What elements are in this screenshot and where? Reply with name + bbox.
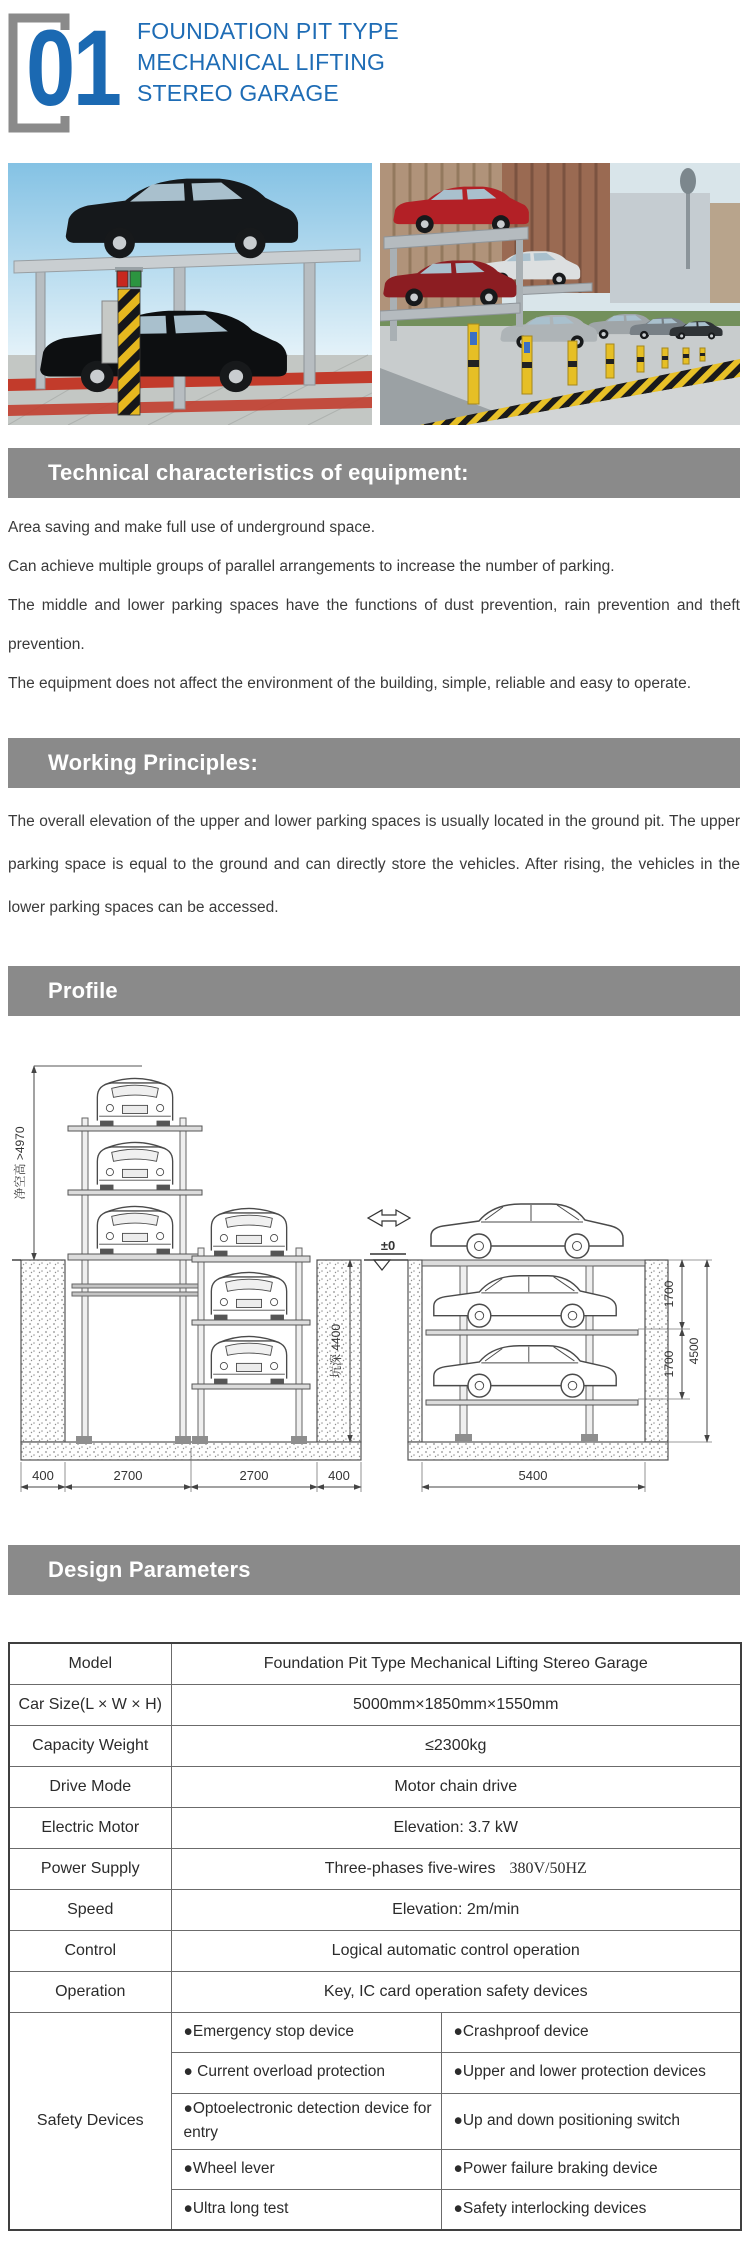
- row-label: Model: [9, 1643, 171, 1684]
- dim-pit-depth-left-label: 坑深 4400: [329, 1323, 343, 1379]
- table-row-car-size: [9, 1684, 741, 1725]
- table-row-safety-1: [9, 2012, 741, 2052]
- row-value: Foundation Pit Type Mechanical Lifting Stereo Garage: [171, 1643, 741, 1684]
- section-header-technical-label: Technical characteristics of equipment:: [48, 460, 469, 485]
- row-label: Power Supply: [9, 1848, 171, 1889]
- row-value: 5000mm×1850mm×1550mm: [171, 1684, 741, 1725]
- row-value: Key, IC card operation safety devices: [171, 1971, 741, 2012]
- safety-item: ●Upper and lower protection devices: [441, 2052, 741, 2093]
- car-front-pit-2: [211, 1336, 286, 1384]
- tech-paragraph-4: The equipment does not affect the environment of the building, simple, reliable and easy to operate.: [8, 675, 692, 692]
- table-row-control: [9, 1930, 741, 1971]
- row-label: Capacity Weight: [9, 1725, 171, 1766]
- dim-400-left: 400: [32, 1468, 54, 1483]
- row-label: Drive Mode: [9, 1766, 171, 1807]
- section-number: 01: [26, 7, 120, 128]
- tech-paragraph-2: Can achieve multiple groups of parallel arrangements to increase the number of parking.: [8, 558, 615, 575]
- section-header-technical: [8, 448, 740, 498]
- car-front-ground: [211, 1208, 286, 1256]
- section-header-design-parameters: [8, 1545, 740, 1595]
- row-label: Car Size(L × W × H): [9, 1684, 171, 1725]
- dim-2700-left: 2700: [113, 1468, 143, 1483]
- left-bay: [68, 1078, 202, 1444]
- row-value: Elevation: 3.7 kW: [171, 1807, 741, 1848]
- shift-arrow-icon: [368, 1210, 410, 1226]
- dim-5400: 5400: [518, 1468, 548, 1483]
- bollard: [522, 336, 532, 394]
- section-header-profile-label: Profile: [48, 978, 118, 1003]
- row-value: [171, 1848, 741, 1889]
- table-row-model: [9, 1643, 741, 1684]
- ground-level-marker: [368, 1210, 410, 1270]
- profile-drawing-side-view: [360, 1058, 748, 1503]
- safety-item: ●Crashproof device: [441, 2012, 741, 2052]
- tower-bulb: [680, 168, 696, 194]
- car-side-ground: [431, 1204, 623, 1258]
- section-header-working-label: Working Principles:: [48, 750, 258, 775]
- tech-paragraph-1: Area saving and make full use of underground space.: [8, 519, 376, 536]
- bollard: [468, 324, 479, 404]
- table-row-drive-mode: [9, 1766, 741, 1807]
- dim-layer-upper: 1700: [662, 1280, 676, 1308]
- section-header-profile: [8, 966, 740, 1016]
- car-front-middle: [97, 1142, 172, 1190]
- row-label: Speed: [9, 1889, 171, 1930]
- right-building: [710, 203, 740, 303]
- bollard: [700, 348, 705, 361]
- safety-devices-label: Safety Devices: [9, 2012, 171, 2230]
- signal-light-red: [117, 271, 128, 287]
- photo-parking-lift-row-street: [380, 163, 740, 425]
- signal-light-green: [130, 271, 141, 287]
- bollard: [606, 344, 614, 378]
- section-header-working-principles: [8, 738, 740, 788]
- row-value: ≤2300kg: [171, 1725, 741, 1766]
- row-value: Logical automatic control operation: [171, 1930, 741, 1971]
- table-row-electric-motor: [9, 1807, 741, 1848]
- car-front-pit-1: [211, 1272, 286, 1320]
- power-supply-rating: 380V/50HZ: [509, 1859, 587, 1877]
- page-title-line-1: FOUNDATION PIT TYPE: [137, 18, 399, 44]
- page-title-line-2: MECHANICAL LIFTING: [137, 49, 386, 75]
- power-supply-text: Three-phases five-wires: [324, 1859, 496, 1877]
- safety-item: ●Safety interlocking devices: [441, 2189, 741, 2230]
- safety-item: ● Current overload protection: [171, 2052, 441, 2093]
- page-title-line-3: STEREO GARAGE: [137, 80, 339, 106]
- safety-item: ●Power failure braking device: [441, 2149, 741, 2189]
- dim-400-right: 400: [328, 1468, 350, 1483]
- row-value: Elevation: 2m/min: [171, 1889, 741, 1930]
- safety-item: ●Ultra long test: [171, 2189, 441, 2230]
- page-title: [137, 16, 399, 109]
- row-label: Control: [9, 1930, 171, 1971]
- hazard-striped-post: [118, 289, 140, 415]
- profile-drawing-front-view: [12, 1058, 362, 1503]
- design-parameters-table: [8, 1642, 742, 2231]
- technical-characteristics-text: [8, 508, 740, 703]
- table-row-speed: [9, 1889, 741, 1930]
- photo-two-level-parking-lift: [8, 163, 372, 425]
- dimension-width: [422, 1462, 645, 1492]
- right-bay: [192, 1208, 310, 1444]
- safety-item: ●Optoelectronic detection device for entry: [171, 2093, 441, 2149]
- safety-item: ●Up and down positioning switch: [441, 2093, 741, 2149]
- far-building: [610, 193, 710, 303]
- working-principles-text: The overall elevation of the upper and lower parking spaces is usually located in the ground pit. The upper parking space is equal to the ground and can directly store the vehicles. After rising, the vehicles in the lower parking spaces can be accessed.: [8, 813, 740, 916]
- control-box: [102, 301, 119, 363]
- table-row-capacity: [9, 1725, 741, 1766]
- tech-paragraph-3: The middle and lower parking spaces have the functions of dust prevention, rain prevention and theft prevention.: [8, 597, 740, 653]
- dim-layer-lower: 1700: [662, 1350, 676, 1378]
- dim-ground-level: ±0: [380, 1238, 396, 1253]
- row-label: Operation: [9, 1971, 171, 2012]
- bollard: [683, 348, 689, 364]
- row-value: Motor chain drive: [171, 1766, 741, 1807]
- table-row-power-supply: [9, 1848, 741, 1889]
- car-front-lower: [97, 1206, 172, 1254]
- table-row-operation: [9, 1971, 741, 2012]
- bollard: [568, 341, 577, 385]
- row-label: Electric Motor: [9, 1807, 171, 1848]
- safety-item: ●Emergency stop device: [171, 2012, 441, 2052]
- bollard: [662, 348, 668, 368]
- bollard: [637, 346, 644, 372]
- lift-post-right: [304, 253, 315, 385]
- dim-pit-depth-right: 4500: [687, 1337, 701, 1365]
- safety-item: ●Wheel lever: [171, 2149, 441, 2189]
- dim-clearance-label: 净空高 >4970: [13, 1126, 27, 1200]
- section-header-design-label: Design Parameters: [48, 1557, 251, 1582]
- car-front-top: [97, 1078, 172, 1126]
- dim-2700-right: 2700: [239, 1468, 269, 1483]
